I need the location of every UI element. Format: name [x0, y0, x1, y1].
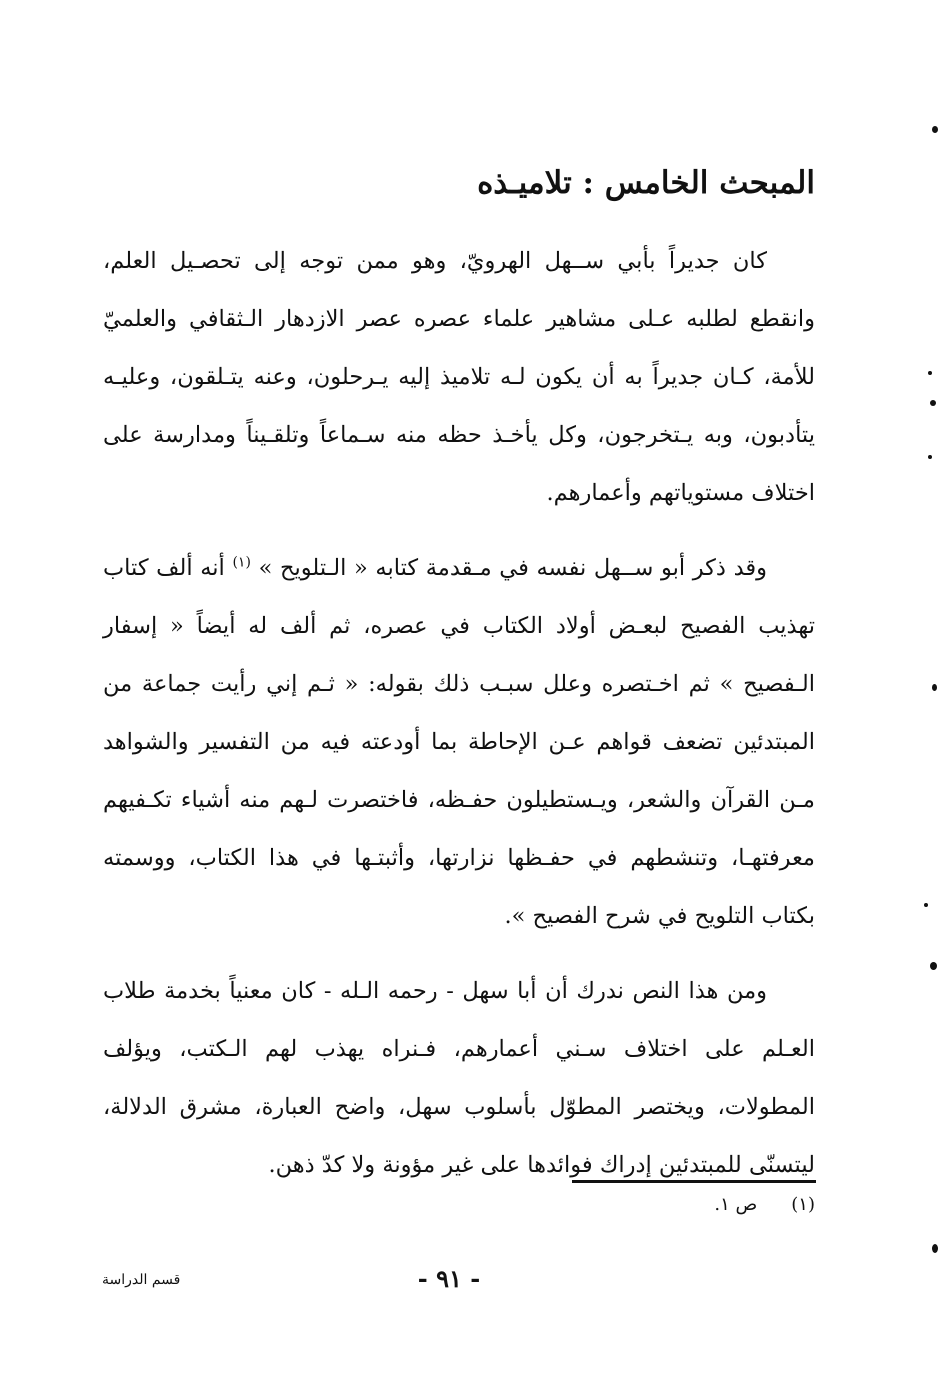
paragraph-3: ومن هذا النص ندرك أن أبا سهل - رحمه الـله - كان معنياً بخدمة طلاب العـلم على اختلاف سـني أعمارهم، فـنراه يهذب لهم الـكتب، ويؤلف المطولات، ويختصر المطوّل بأسلوب سهل، واضح العبارة، مشرق الدلالة، ليتسنّى للمبتدئين إدراك فوائدها على غير مؤونة ولا كدّ ذهن. — [103, 978, 815, 1178]
page-number: - ٩١ - — [417, 1264, 481, 1293]
scan-speck — [932, 684, 937, 691]
paragraph-1: كان جديراً بأبي ســهل الهرويّ، وهو ممن توجه إلى تحصـيل العلم، وانقطع لطلبه عـلى مشاهير علماء عصره عصر الازدهار الـثقافي والعلميّ للأمة، كـان جديراً به أن يكون لـه تلاميذ إليه يـرحلون، وعنه يتـلقون، وعليـه يتأدبون، وبه يـتخرجون، وكل يأخـذ حظه منه سـماعاً وتلقـيناً ومدارسة على اختلاف مستوياتهم وأعمارهم. — [103, 248, 815, 506]
scan-speck — [932, 126, 938, 133]
paragraph-2 — [103, 539, 815, 945]
footnote-text: ص ١. — [714, 1194, 758, 1215]
section-title: المبحث الخامس : تلاميـذه — [477, 165, 815, 201]
scan-speck — [928, 455, 932, 459]
body-text — [103, 232, 815, 1194]
scan-speck — [930, 400, 936, 406]
scan-speck — [932, 1244, 938, 1253]
footnote — [515, 1190, 815, 1220]
section-label: قسم الدراسة — [102, 1272, 181, 1288]
scan-speck — [928, 371, 932, 375]
footnote-reference: (١) — [232, 554, 251, 571]
paragraph-2-text-after-ref: أنه ألف كتاب تهذيب الفصيح لبعـض أولاد الكتاب في عصره، ثم ألف له أيضاً « إسفار الـفصيح » ثم اخـتصره وعلل سبـب ذلك بقوله: « ثـم إني رأيت جماعة من المبتدئين تضعف قواهم عـن الإحاطة بما أودعته فيه من التفسير والشواهد مـن القرآن والشعر، ويـستطيلون حفـظه، فاختصرت لـهم منه أشياء تكـفيهم معرفتهـا، وتنشطهم في حفـظها نزارتها، وأثبتـها في هذا الكتاب، ووسمته بكتاب التلويح في شرح الفصيح ». — [103, 555, 815, 929]
scan-speck — [930, 962, 937, 970]
footnote-number: (١) — [791, 1194, 815, 1215]
scan-speck — [924, 903, 928, 907]
footnote-divider — [572, 1180, 816, 1183]
paragraph-2-text-before-ref: وقد ذكر أبو ســهل نفسه في مـقدمة كتابه « الـتلويح » — [250, 555, 767, 581]
